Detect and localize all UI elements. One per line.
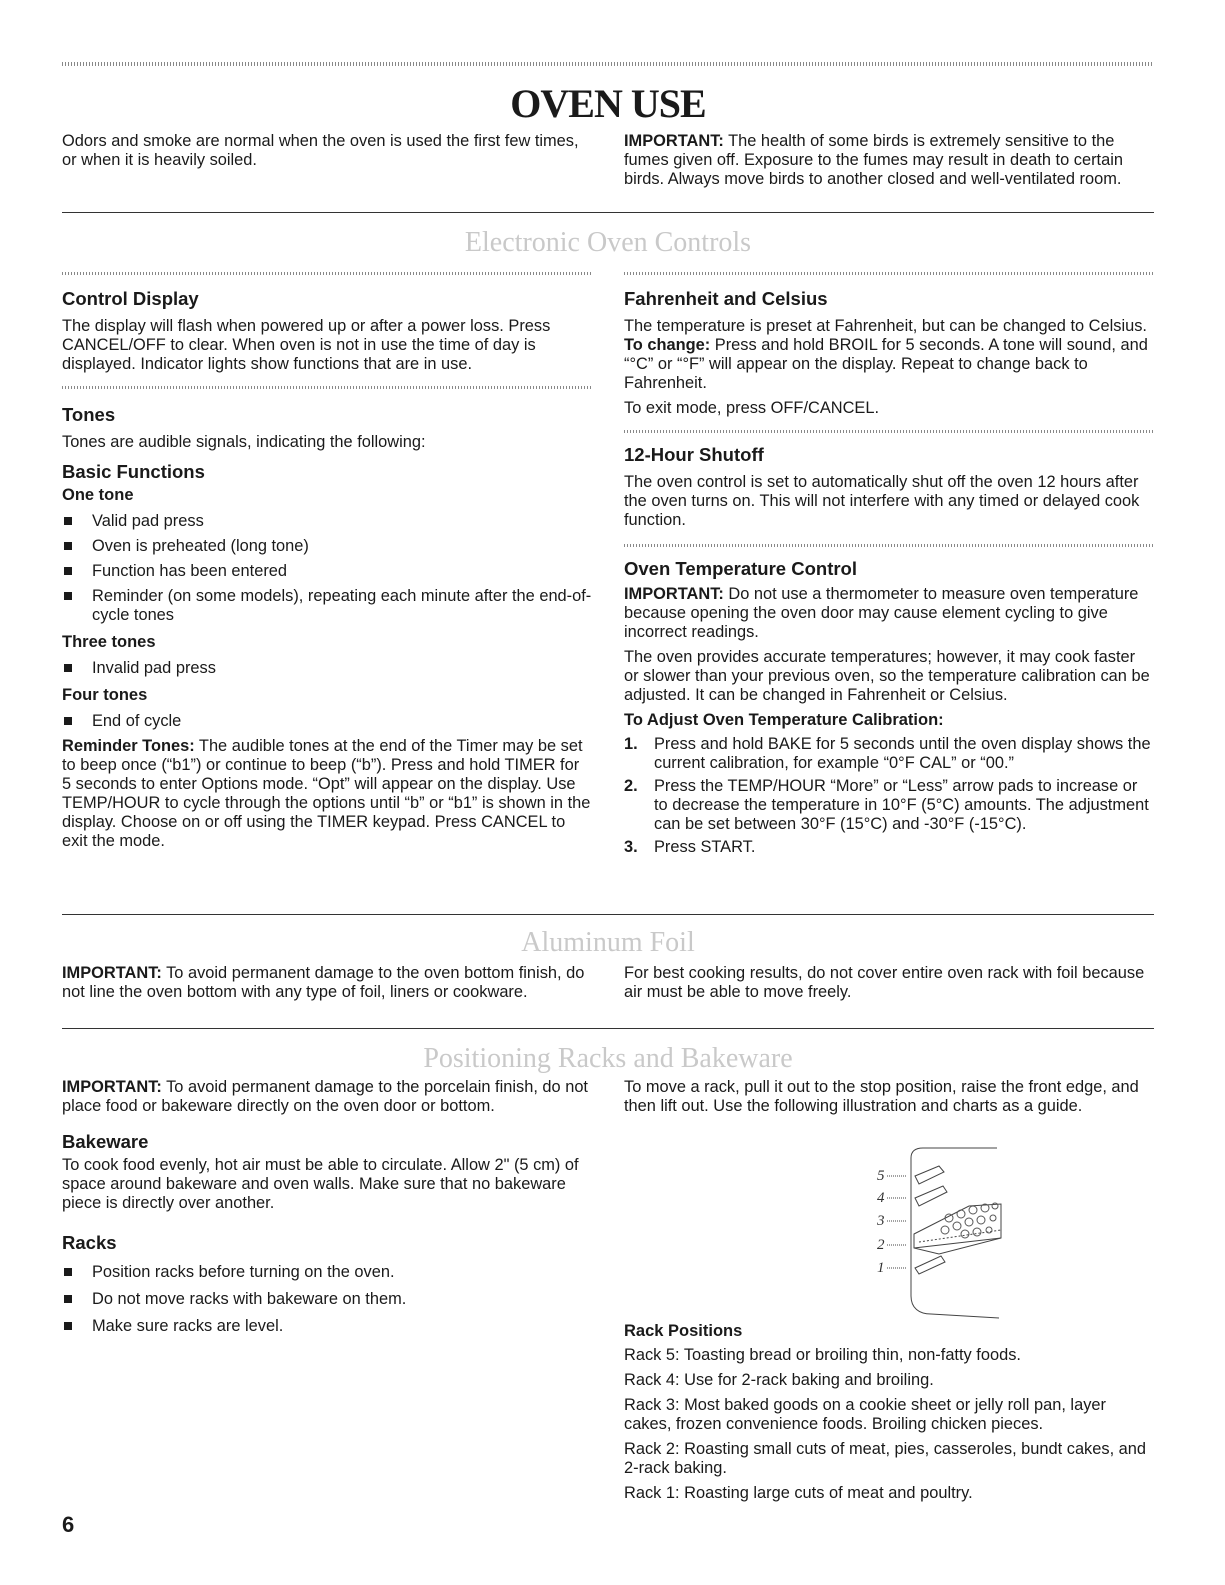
- electronic-left-column: [62, 272, 592, 851]
- racks-left-column: [62, 1078, 592, 1344]
- important-text: To avoid permanent damage to the oven bottom finish, do not line the oven bottom with any type of foil, liners or cookware.: [62, 964, 585, 1001]
- rack-positions-illustration: [819, 1146, 1004, 1321]
- section-divider: [62, 914, 1154, 915]
- page: [62, 0, 1154, 1585]
- important-text: The health of some birds is extremely sensitive to the fumes given off. Exposure to the fumes may result in death to certain birds. Always move birds to another closed and well-ventilated room.: [624, 132, 1123, 188]
- intro-left: [62, 132, 592, 170]
- control-display-text: The display will flash when powered up or after a power loss. Press CANCEL/OFF to clear. When oven is not in use the time of day is displayed. Indicator lights show functions that are in use.: [62, 317, 551, 373]
- tones-intro: Tones are audible signals, indicating the following:: [62, 433, 426, 451]
- rack-label-5: 5: [877, 1168, 885, 1184]
- three-tones-list: [62, 659, 592, 678]
- important-text: Do not use a thermometer to measure oven temperature because opening the oven door may cause element cycling to give incorrect readings.: [624, 585, 1139, 641]
- basic-functions-heading: Basic Functions: [62, 461, 205, 482]
- list-item: End of cycle: [62, 712, 592, 731]
- rack-positions-heading: Rack Positions: [624, 1322, 743, 1340]
- shutoff-text: The oven control is set to automatically shut off the oven 12 hours after the oven turns on. This will not interfere with any timed or delayed cook function.: [624, 473, 1140, 529]
- divider: [62, 272, 592, 275]
- section-title-racks: Positioning Racks and Bakeware: [423, 1043, 793, 1074]
- bakeware-heading: Bakeware: [62, 1131, 149, 1152]
- oven-rack-diagram: [819, 1146, 1004, 1321]
- intro-left-text: Odors and smoke are normal when the oven is used the first few times, or when it is heavily soiled.: [62, 132, 579, 169]
- important-label: IMPORTANT:: [62, 964, 162, 982]
- racks-important: [62, 1078, 592, 1116]
- temp-control-important: [624, 585, 1154, 642]
- step-3: [624, 838, 1154, 857]
- temp-control-heading: Oven Temperature Control: [624, 558, 858, 579]
- foil-right-text: For best cooking results, do not cover entire oven rack with foil because air must be able to move freely.: [624, 964, 1145, 1001]
- important-label: IMPORTANT:: [624, 585, 724, 603]
- step-number: 1.: [624, 735, 638, 753]
- section-title-electronic: Electronic Oven Controls: [464, 227, 752, 258]
- list-item: Make sure racks are level.: [62, 1317, 592, 1336]
- to-change-body: Press and hold BROIL for 5 seconds. A tone will sound, and “°C” or “°F” will appear on the display. Repeat to change back to Fahrenheit.: [624, 336, 1148, 392]
- section-divider: [62, 212, 1154, 213]
- page-number: 6: [62, 1512, 75, 1537]
- to-change-text: [624, 336, 1154, 393]
- rack-position: Rack 4: Use for 2-rack baking and broiling.: [624, 1371, 934, 1389]
- intro-right: [624, 132, 1154, 189]
- to-change-label: To change:: [624, 336, 711, 354]
- racks-right-column: [624, 1078, 1154, 1518]
- list-item: Oven is preheated (long tone): [62, 537, 592, 556]
- intro-right-text: [624, 132, 1154, 189]
- list-item: Do not move racks with bakeware on them.: [62, 1290, 592, 1309]
- temp-control-text: The oven provides accurate temperatures; however, it may cook faster or slower than your previous oven, so the temperature calibration can be adjusted. It can be changed in Fahrenheit or Celsius.: [624, 648, 1150, 704]
- step-text: Press the TEMP/HOUR “More” or “Less” arrow pads to increase or to decrease the temperature in 10°F (5°C) amounts. The adjustment can be set between 30°F (15°C) and -30°F (-15°C).: [654, 777, 1149, 833]
- step-number: 2.: [624, 777, 638, 795]
- section-title-foil: Aluminum Foil: [521, 927, 695, 958]
- racks-list: [62, 1263, 592, 1336]
- foil-right: [624, 964, 1154, 1002]
- control-display-heading: Control Display: [62, 288, 199, 309]
- list-item: Invalid pad press: [62, 659, 592, 678]
- step-2: [624, 777, 1154, 834]
- tones-heading: Tones: [62, 404, 116, 425]
- fahrenheit-text: The temperature is preset at Fahrenheit, but can be changed to Celsius.: [624, 317, 1147, 335]
- reminder-tones-text: [62, 737, 592, 851]
- fahrenheit-heading: Fahrenheit and Celsius: [624, 288, 828, 309]
- important-text: To avoid permanent damage to the porcelain finish, do not place food or bakeware directly on the oven door or bottom.: [62, 1078, 588, 1115]
- section-divider: [62, 1028, 1154, 1029]
- one-tone-list: [62, 512, 592, 625]
- list-item: Position racks before turning on the oven.: [62, 1263, 592, 1282]
- list-item: Function has been entered: [62, 562, 592, 581]
- step-text: Press START.: [654, 838, 756, 856]
- rack-positions-list: [624, 1346, 1154, 1503]
- bakeware-text: To cook food evenly, hot air must be able to circulate. Allow 2" (5 cm) of space around bakeware and oven walls. Make sure that no bakeware piece is directly over another.: [62, 1156, 579, 1212]
- racks-heading: Racks: [62, 1232, 117, 1253]
- divider: [62, 386, 592, 389]
- shutoff-heading: 12-Hour Shutoff: [624, 444, 764, 465]
- rack-position: Rack 1: Roasting large cuts of meat and poultry.: [624, 1484, 973, 1502]
- adjust-calibration-heading: To Adjust Oven Temperature Calibration:: [624, 711, 944, 729]
- divider: [624, 544, 1154, 547]
- rack-label-4: 4: [877, 1190, 885, 1206]
- rack-label-2: 2: [877, 1237, 885, 1253]
- reminder-text: The audible tones at the end of the Timer may be set to beep once (“b1”) or continue to beep (“b”). Press and hold TIMER for 5 seconds to enter Options mode. “Opt” will appear on the display. Use TEMP/HOUR to cycle through the options until “b” or “b1” is shown in the display. Choose on or off using the TIMER keypad. Press CANCEL to exit the mode.: [62, 737, 591, 850]
- move-rack-text: To move a rack, pull it out to the stop position, raise the front edge, and then lift out. Use the following illustration and charts as a guide.: [624, 1078, 1139, 1115]
- important-label: IMPORTANT:: [62, 1078, 162, 1096]
- important-label: IMPORTANT:: [624, 132, 724, 150]
- foil-left: [62, 964, 592, 1002]
- exit-mode-text: To exit mode, press OFF/CANCEL.: [624, 399, 880, 417]
- step-number: 3.: [624, 838, 638, 856]
- reminder-label: Reminder Tones:: [62, 737, 195, 755]
- rack-position: Rack 3: Most baked goods on a cookie sheet or jelly roll pan, layer cakes, frozen convenience foods. Broiling chicken pieces.: [624, 1396, 1106, 1433]
- rack-position: Rack 2: Roasting small cuts of meat, pies, casseroles, bundt cakes, and 2-rack baking.: [624, 1440, 1147, 1477]
- rack-label-1: 1: [877, 1260, 885, 1276]
- rack-label-3: 3: [877, 1213, 885, 1229]
- calibration-steps: [624, 735, 1154, 857]
- three-tones-heading: Three tones: [62, 633, 156, 651]
- one-tone-heading: One tone: [62, 486, 134, 504]
- divider: [624, 430, 1154, 433]
- four-tones-list: [62, 712, 592, 731]
- divider: [624, 272, 1154, 275]
- top-decorative-rule: [62, 62, 1154, 66]
- electronic-right-column: [624, 272, 1154, 861]
- step-text: Press and hold BAKE for 5 seconds until the oven display shows the current calibration, for example “0°F CAL” or “00.”: [654, 735, 1151, 772]
- list-item: Valid pad press: [62, 512, 592, 531]
- foil-important: [62, 964, 592, 1002]
- list-item: Reminder (on some models), repeating each minute after the end-of-cycle tones: [62, 587, 592, 625]
- rack-position: Rack 5: Toasting bread or broiling thin, non-fatty foods.: [624, 1346, 1021, 1364]
- four-tones-heading: Four tones: [62, 686, 148, 704]
- page-title: OVEN USE: [510, 81, 706, 126]
- step-1: [624, 735, 1154, 773]
